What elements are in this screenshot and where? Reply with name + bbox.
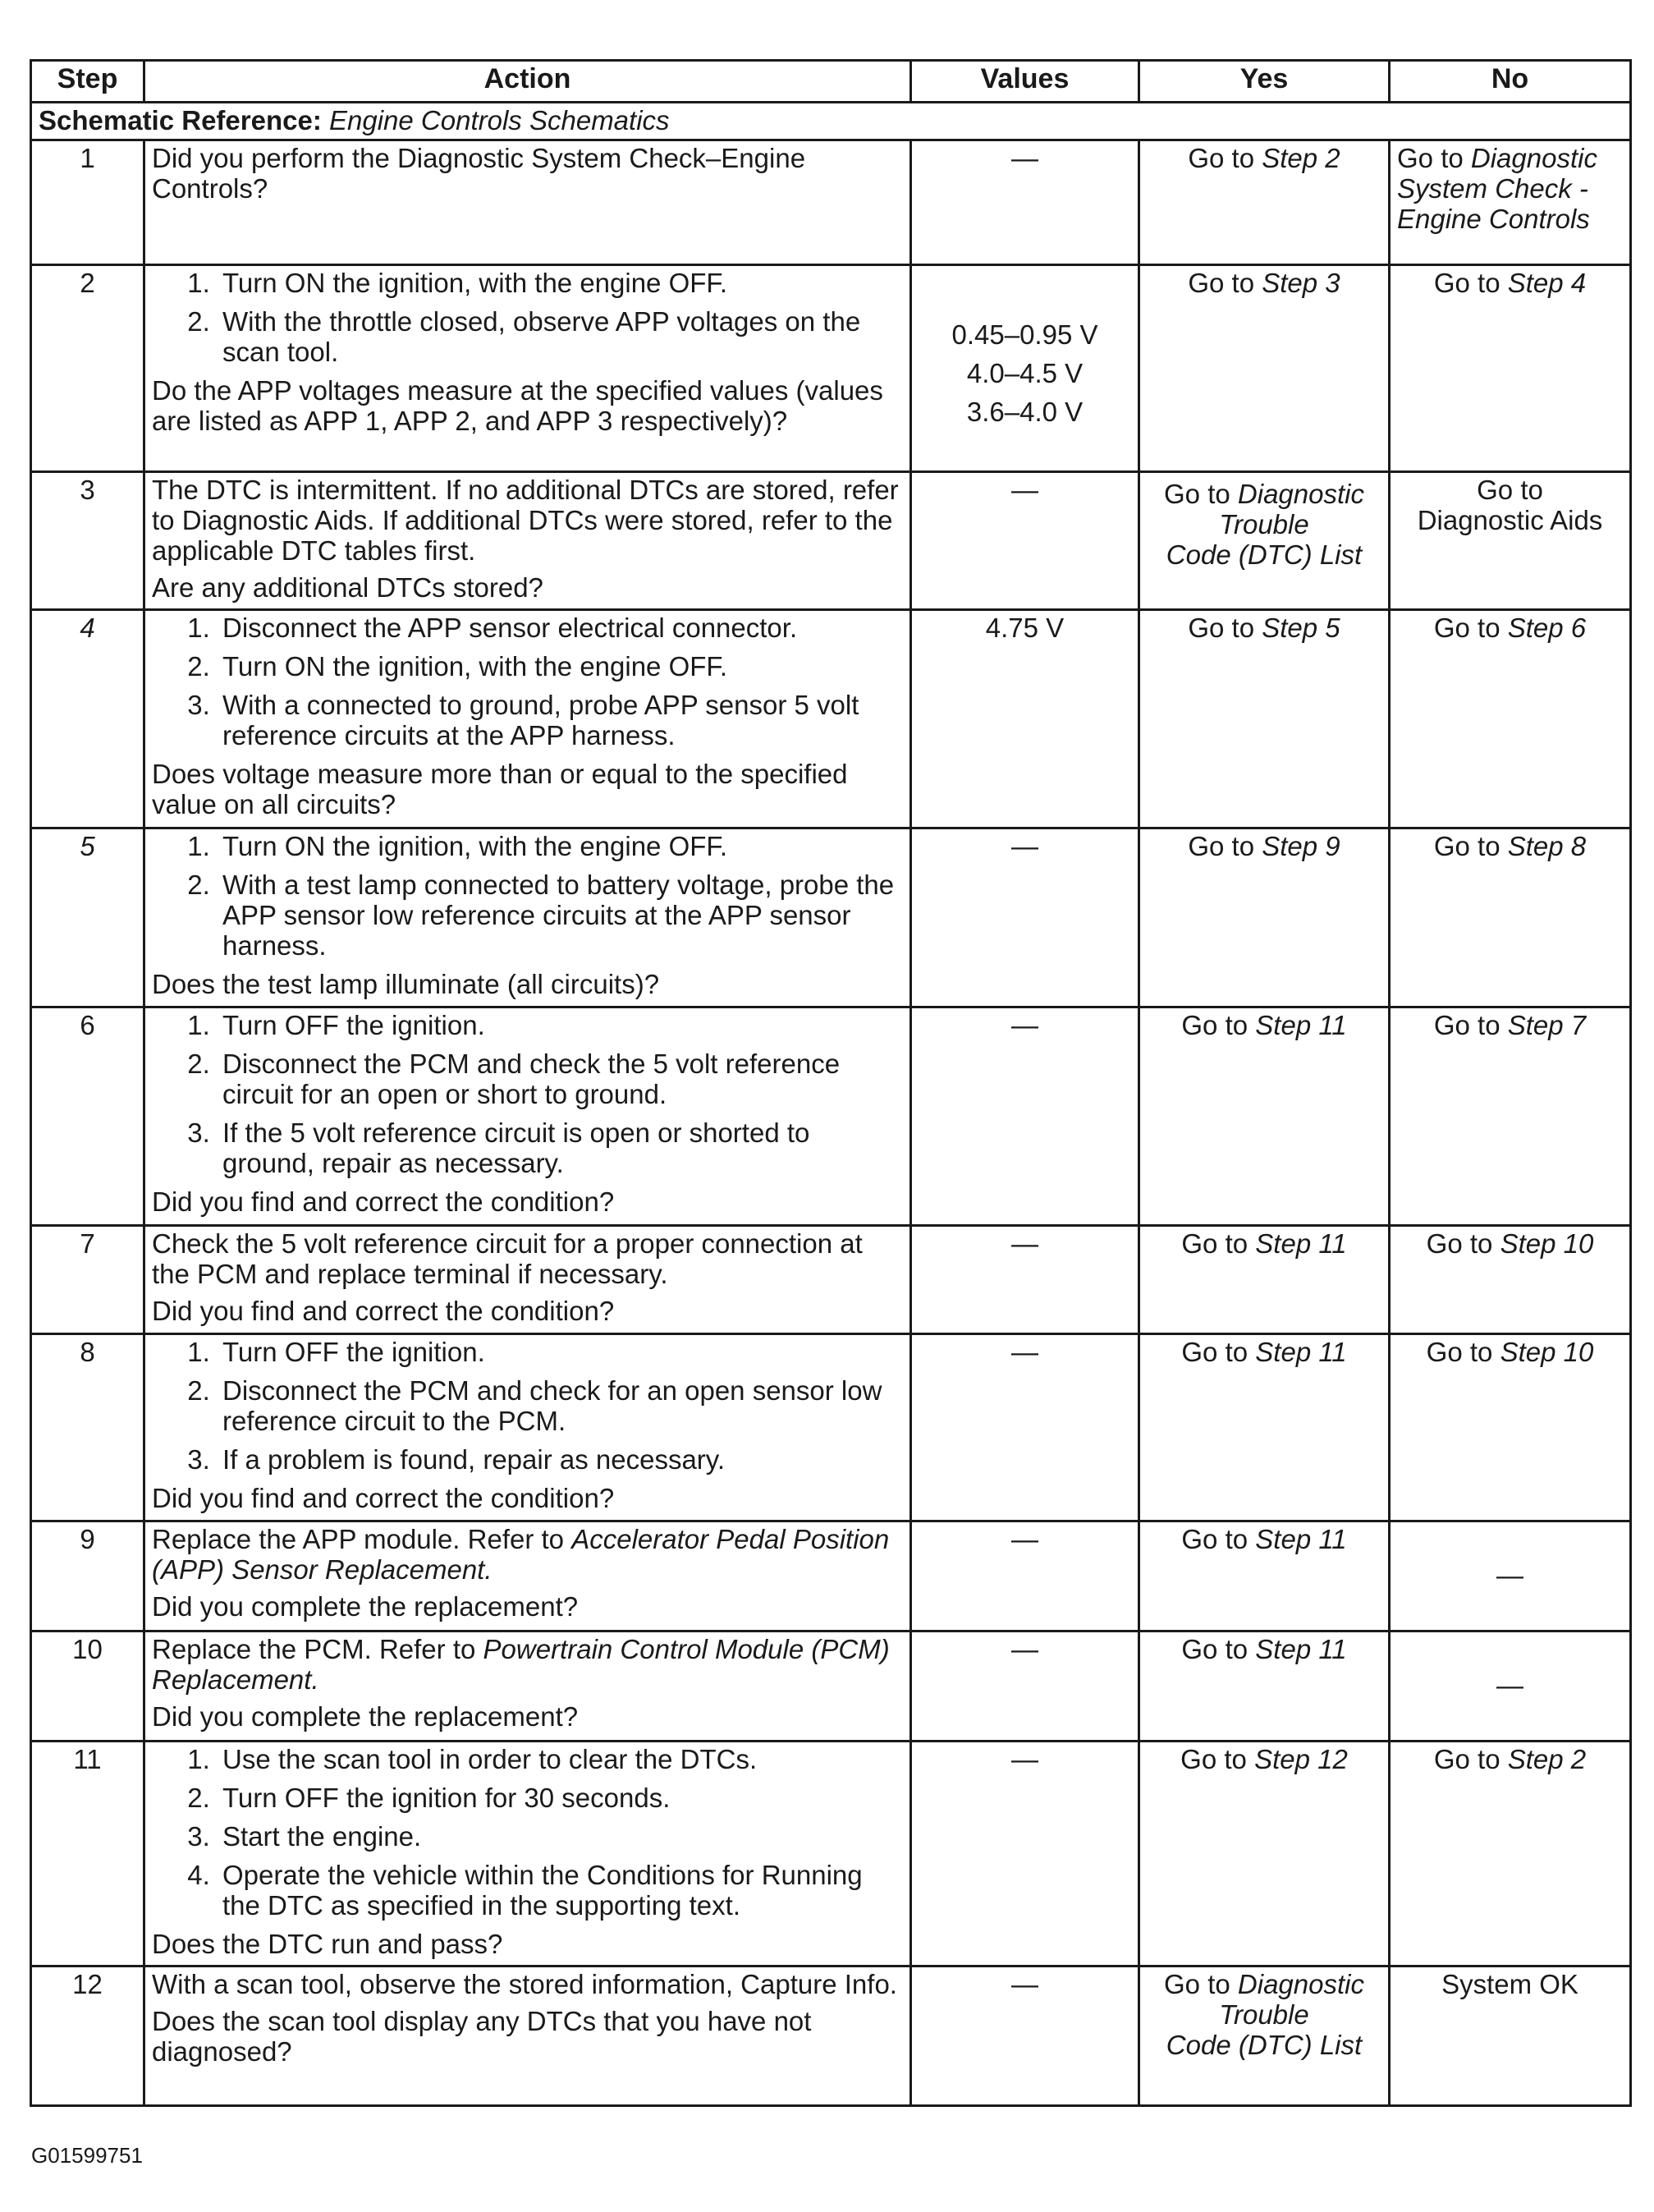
action-cell <box>144 264 911 471</box>
action-step: 1. Use the scan tool in order to clear the DTCs. <box>218 1745 903 1775</box>
yes-cell <box>1139 828 1390 1007</box>
action-steps <box>152 613 903 751</box>
yes-prefix: Go to <box>1181 1009 1249 1040</box>
yes-prefix: Go to <box>1180 1743 1247 1774</box>
table-row <box>31 609 1631 828</box>
no-reference: Step 10 <box>1500 1228 1594 1259</box>
no-reference: Step 4 <box>1507 267 1587 298</box>
values-cell: 4.75 V <box>911 609 1139 828</box>
yes-reference: Step 12 <box>1254 1743 1348 1774</box>
action-text: Did you perform the Diagnostic System Check–Engine Controls? <box>152 142 806 204</box>
no-prefix: Go to <box>1426 1336 1493 1367</box>
action-text <box>152 1525 903 1586</box>
step-number: 6 <box>31 1007 144 1225</box>
action-cell <box>144 1333 911 1521</box>
action-step: 2. With a test lamp connected to battery voltage, probe the APP sensor low reference circuits at the APP sensor harness. <box>218 870 903 961</box>
action-step: 1. Turn OFF the ignition. <box>218 1338 903 1368</box>
yes-prefix: Go to <box>1181 1523 1249 1554</box>
action-text-reference: Powertrain Control Module (PCM) Replacement. <box>152 1633 890 1695</box>
header-action: Action <box>144 61 911 103</box>
action-question: Did you complete the replacement? <box>152 1590 579 1622</box>
no-cell <box>1390 609 1631 828</box>
action-text: With a scan tool, observe the stored information, Capture Info. <box>152 1968 897 1999</box>
diagnostic-table <box>30 59 1632 2107</box>
action-cell <box>144 1521 911 1631</box>
yes-prefix: Go to <box>1181 1228 1249 1259</box>
values-cell: — <box>911 1333 1139 1521</box>
no-cell <box>1390 264 1631 471</box>
action-question: Does the test lamp illuminate (all circuits)? <box>152 968 660 999</box>
no-reference: Step 6 <box>1507 612 1587 643</box>
action-steps <box>152 832 903 961</box>
yes-reference: Step 9 <box>1262 830 1340 861</box>
no-cell: — <box>1390 1631 1631 1741</box>
yes-reference: Step 2 <box>1262 142 1340 173</box>
action-steps <box>152 1011 903 1179</box>
action-question: Does the DTC run and pass? <box>152 1928 503 1959</box>
header-row <box>31 61 1631 103</box>
table-row <box>31 264 1631 471</box>
yes-cell <box>1139 471 1390 609</box>
no-cell <box>1390 1333 1631 1521</box>
step-number: 10 <box>31 1631 144 1741</box>
header-values: Values <box>911 61 1139 103</box>
step-number: 8 <box>31 1333 144 1521</box>
no-reference: Step 10 <box>1500 1336 1594 1367</box>
action-steps <box>152 1745 903 1921</box>
no-reference: Step 8 <box>1507 830 1587 861</box>
table-row <box>31 1007 1631 1225</box>
header-no: No <box>1390 61 1631 103</box>
yes-prefix: Go to <box>1164 478 1230 509</box>
values-cell: — <box>911 1007 1139 1225</box>
action-step: 2. Turn ON the ignition, with the engine OFF. <box>218 652 903 682</box>
action-step: 2. Disconnect the PCM and check the 5 volt reference circuit for an open or short to ground. <box>218 1049 903 1110</box>
action-question: Did you find and correct the condition? <box>152 1295 615 1326</box>
action-step: 1. Turn OFF the ignition. <box>218 1011 903 1041</box>
values-cell: — <box>911 1521 1139 1631</box>
values-cell: — <box>911 140 1139 264</box>
action-text: The DTC is intermittent. If no additional DTCs are stored, refer to Diagnostic Aids. If additional DTCs were stored, refer to the applicable DTC tables first. <box>152 474 899 566</box>
yes-prefix: Go to <box>1188 612 1255 643</box>
yes-cell <box>1139 1007 1390 1225</box>
values-cell <box>911 264 1139 471</box>
action-step: 2. Turn OFF the ignition for 30 seconds. <box>218 1783 903 1814</box>
action-step: 3. If the 5 volt reference circuit is open or shorted to ground, repair as necessary. <box>218 1118 903 1179</box>
yes-reference: Diagnostic <box>1237 1968 1364 1999</box>
yes-cell <box>1139 264 1390 471</box>
action-cell <box>144 828 911 1007</box>
table-row <box>31 1521 1631 1631</box>
yes-reference: Code (DTC) List <box>1166 2029 1363 2060</box>
action-steps <box>152 268 903 368</box>
no-cell: — <box>1390 1521 1631 1631</box>
no-reference: Step 7 <box>1507 1009 1587 1040</box>
action-question: Does the scan tool display any DTCs that you have not diagnosed? <box>152 2005 812 2067</box>
values-cell: — <box>911 1741 1139 1966</box>
step-number: 1 <box>31 140 144 264</box>
action-question: Does voltage measure more than or equal to the specified value on all circuits? <box>152 758 848 819</box>
no-cell: System OK <box>1390 1966 1631 2105</box>
value-app1: 0.45–0.95 V <box>951 319 1098 350</box>
no-reference: Step 2 <box>1507 1743 1587 1774</box>
action-step: 3. With a connected to ground, probe APP sensor 5 volt reference circuits at the APP harness. <box>218 691 903 751</box>
values-cell: — <box>911 1225 1139 1333</box>
yes-prefix: Go to <box>1188 267 1255 298</box>
step-number: 3 <box>31 471 144 609</box>
action-text <box>152 1635 903 1696</box>
step-number: 4 <box>31 609 144 828</box>
yes-cell <box>1139 1333 1390 1521</box>
no-prefix: Go to <box>1397 142 1464 173</box>
action-step: 3. Start the engine. <box>218 1822 903 1852</box>
yes-prefix: Go to <box>1188 142 1255 173</box>
yes-reference: Step 11 <box>1255 1009 1347 1040</box>
action-question: Did you find and correct the condition? <box>152 1482 615 1513</box>
table-row <box>31 1225 1631 1333</box>
action-cell <box>144 1966 911 2105</box>
action-step: 2. With the throttle closed, observe APP voltages on the scan tool. <box>218 307 903 368</box>
yes-reference: Step 11 <box>1255 1523 1347 1554</box>
table-row <box>31 1741 1631 1966</box>
yes-reference: Step 11 <box>1255 1228 1347 1259</box>
yes-reference: Step 11 <box>1255 1633 1347 1664</box>
table-row <box>31 1631 1631 1741</box>
step-number: 5 <box>31 828 144 1007</box>
action-text-reference: Accelerator Pedal Position (APP) Sensor Replacement. <box>152 1523 890 1585</box>
action-step: 2. Disconnect the PCM and check for an open sensor low reference circuit to the PCM. <box>218 1376 903 1437</box>
action-cell <box>144 140 911 264</box>
no-cell <box>1390 828 1631 1007</box>
yes-cell <box>1139 1225 1390 1333</box>
step-number: 9 <box>31 1521 144 1631</box>
header-yes: Yes <box>1139 61 1390 103</box>
table-row <box>31 471 1631 609</box>
yes-reference: Step 11 <box>1255 1336 1347 1367</box>
action-cell <box>144 1225 911 1333</box>
yes-cell <box>1139 140 1390 264</box>
action-cell <box>144 471 911 609</box>
no-cell <box>1390 471 1631 609</box>
no-cell <box>1390 140 1631 264</box>
yes-reference: Code (DTC) List <box>1166 539 1363 570</box>
action-text: Check the 5 volt reference circuit for a proper connection at the PCM and replace terminal if necessary. <box>152 1228 863 1289</box>
yes-cell <box>1139 1966 1390 2105</box>
header-step: Step <box>31 61 144 103</box>
action-text-plain: Replace the APP module. Refer to <box>152 1523 565 1554</box>
table-row <box>31 140 1631 264</box>
values-cell: — <box>911 1631 1139 1741</box>
table-row <box>31 1333 1631 1521</box>
yes-cell <box>1139 1521 1390 1631</box>
no-text: Go to <box>1477 474 1543 505</box>
figure-id: G01599751 <box>31 2143 143 2168</box>
action-steps <box>152 1338 903 1475</box>
values-cell: — <box>911 1966 1139 2105</box>
action-step: 1. Turn ON the ignition, with the engine OFF. <box>218 268 903 299</box>
no-cell <box>1390 1007 1631 1225</box>
schematic-reference <box>31 103 1631 140</box>
table-row <box>31 828 1631 1007</box>
yes-reference: Diagnostic <box>1237 478 1364 509</box>
action-step: 4. Operate the vehicle within the Conditions for Running the DTC as specified in the supporting text. <box>218 1861 903 1921</box>
schematic-reference-value: Engine Controls Schematics <box>329 105 670 135</box>
value-app3: 3.6–4.0 V <box>966 396 1084 427</box>
no-cell <box>1390 1741 1631 1966</box>
no-text: Diagnostic Aids <box>1417 504 1603 535</box>
yes-reference: Step 5 <box>1262 612 1340 643</box>
table-row <box>31 1966 1631 2105</box>
no-prefix: Go to <box>1433 267 1501 298</box>
action-question: Did you find and correct the condition? <box>152 1186 615 1217</box>
no-prefix: Go to <box>1433 1743 1501 1774</box>
action-question: Are any additional DTCs stored? <box>152 571 543 603</box>
schematic-reference-label: Schematic Reference: <box>39 105 322 135</box>
action-cell <box>144 1741 911 1966</box>
action-step: 3. If a problem is found, repair as necessary. <box>218 1445 903 1475</box>
action-question: Did you complete the replacement? <box>152 1700 579 1732</box>
no-prefix: Go to <box>1433 830 1501 861</box>
action-cell <box>144 1007 911 1225</box>
step-number: 11 <box>31 1741 144 1966</box>
action-step: 1. Turn ON the ignition, with the engine OFF. <box>218 832 903 862</box>
no-prefix: Go to <box>1433 1009 1501 1040</box>
yes-reference: Trouble <box>1219 1999 1309 2030</box>
values-cell: — <box>911 828 1139 1007</box>
yes-prefix: Go to <box>1188 830 1255 861</box>
yes-prefix: Go to <box>1181 1633 1249 1664</box>
action-text-plain: Replace the PCM. Refer to <box>152 1633 476 1664</box>
no-cell <box>1390 1225 1631 1333</box>
yes-prefix: Go to <box>1181 1336 1249 1367</box>
action-cell <box>144 1631 911 1741</box>
yes-cell <box>1139 609 1390 828</box>
action-cell <box>144 609 911 828</box>
step-number: 7 <box>31 1225 144 1333</box>
action-question: Do the APP voltages measure at the specified values (values are listed as APP 1, APP 2, and APP 3 respectively)? <box>152 374 883 436</box>
yes-prefix: Go to <box>1164 1968 1230 1999</box>
no-reference: Diagnostic System Check - Engine Controls <box>1397 142 1597 234</box>
yes-cell <box>1139 1631 1390 1741</box>
yes-reference: Step 3 <box>1262 267 1340 298</box>
step-number: 2 <box>31 264 144 471</box>
no-prefix: Go to <box>1433 612 1501 643</box>
action-step: 1. Disconnect the APP sensor electrical connector. <box>218 613 903 644</box>
no-prefix: Go to <box>1426 1228 1493 1259</box>
values-cell: — <box>911 471 1139 609</box>
yes-cell <box>1139 1741 1390 1966</box>
yes-reference: Trouble <box>1219 508 1309 539</box>
value-app2: 4.0–4.5 V <box>966 357 1084 388</box>
step-number: 12 <box>31 1966 144 2105</box>
schematic-reference-row <box>31 103 1631 140</box>
